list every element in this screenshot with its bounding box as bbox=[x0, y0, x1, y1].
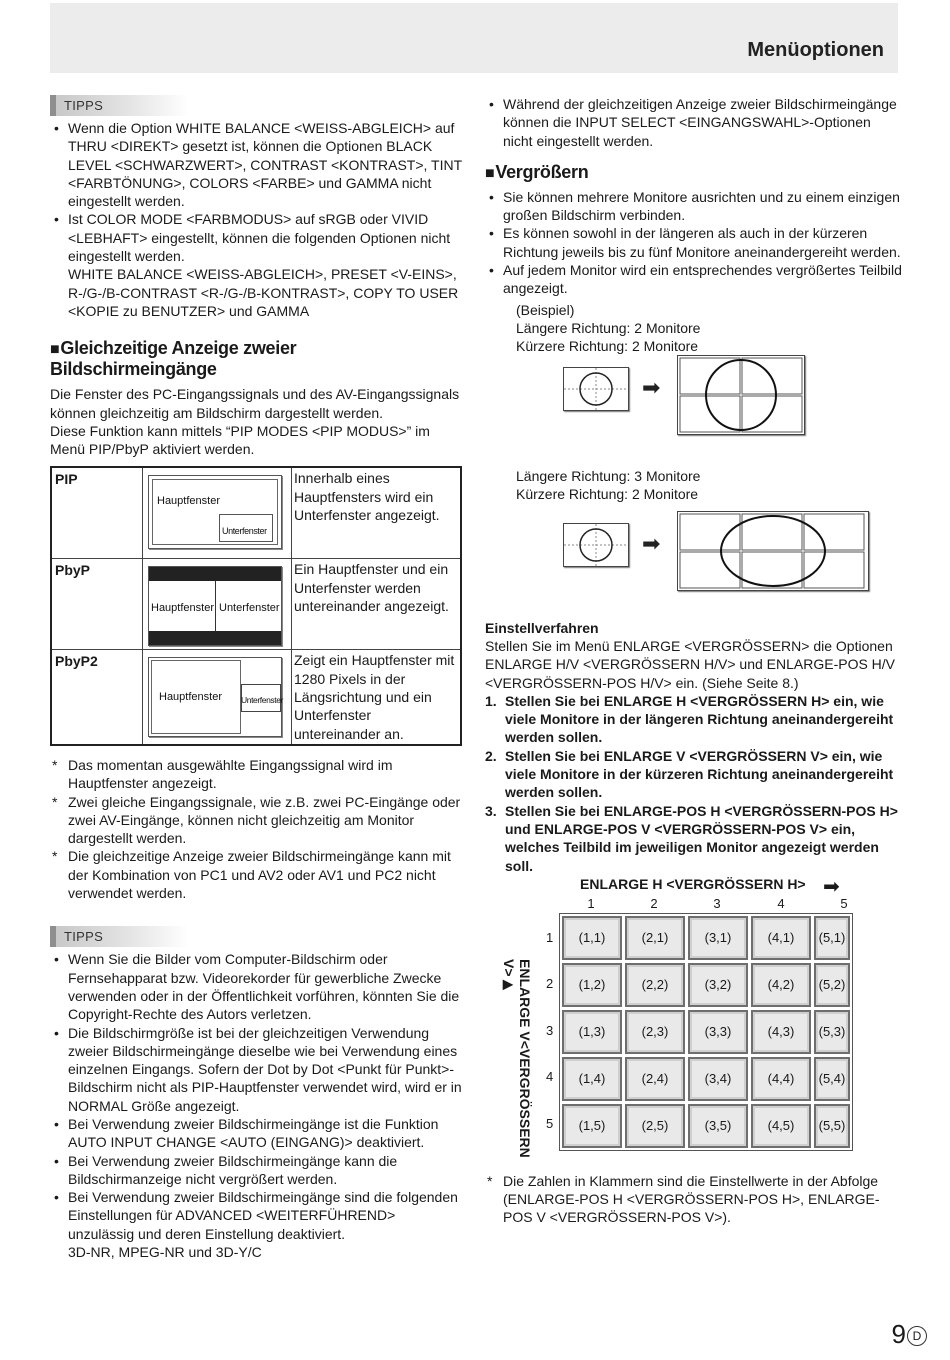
example-line: Kürzere Richtung: 2 Monitore bbox=[516, 337, 699, 354]
page-number-value: 9 bbox=[891, 1319, 906, 1349]
mode-cell: PbyP bbox=[51, 559, 143, 650]
grid-cell: (2,1) bbox=[625, 916, 685, 960]
grid-cell: (4,4) bbox=[751, 1057, 811, 1101]
example-label: (Beispiel) bbox=[516, 301, 575, 318]
column-number: 3 bbox=[713, 895, 721, 911]
steps-list bbox=[485, 692, 903, 875]
grid-cell: (3,5) bbox=[688, 1104, 748, 1148]
row-number: 5 bbox=[546, 1115, 554, 1131]
grid-box bbox=[559, 913, 853, 1151]
grid-cell: (5,1) bbox=[814, 916, 850, 960]
list-item-text: Ist COLOR MODE <FARBMODUS> auf sRGB oder VIVID <LEBHAFT> eingestellt, können die folgenden Optionen nicht eingestellt werden. bbox=[68, 211, 451, 265]
right-arrow-icon: ➡ bbox=[823, 875, 840, 898]
tips-label: TIPPS bbox=[50, 95, 189, 116]
mode-cell: PIP bbox=[51, 467, 143, 559]
circle-image-icon bbox=[564, 368, 628, 410]
table-row bbox=[51, 467, 461, 559]
example-line: Längere Richtung: 2 Monitore bbox=[516, 319, 701, 336]
tips-label: TIPPS bbox=[50, 926, 189, 947]
page-title: Menüoptionen bbox=[747, 39, 884, 61]
vertical-label-line: ENLARGE V bbox=[517, 958, 533, 1041]
list-item-subtext: WHITE BALANCE <WEISS-ABGLEICH>, PRESET <V-EINS>, R-/G-/B-CONTRAST <R-/G-/B-KONTRAST>, COPY TO USER <KOPIE zu BENUTZER> und GAMMA bbox=[68, 266, 459, 319]
column-number: 2 bbox=[650, 895, 658, 911]
step-item bbox=[485, 692, 903, 747]
list-item: • Auf jedem Monitor wird ein entsprechendes vergrößertes Teilbild angezeigt. bbox=[485, 261, 903, 298]
single-monitor bbox=[563, 367, 629, 411]
footnote: * Die Zahlen in Klammern sind die Einstellwerte in der Abfolge (ENLARGE-POS H <VERGRÖSSERN-POS H>, ENLARGE-POS V <VERGRÖSSERN-POS V>). bbox=[485, 1172, 903, 1227]
grid-cell: (2,2) bbox=[625, 963, 685, 1007]
vertical-axis-label bbox=[501, 959, 533, 1160]
monitor-wall-3x2 bbox=[677, 511, 869, 591]
section-heading bbox=[485, 162, 903, 183]
row-number: 3 bbox=[546, 1022, 554, 1038]
paragraph: Die Fenster des PC-Eingangssignals und des AV-Eingangssignals können gleichzeitig am Bildschirm dargestellt werden. bbox=[50, 386, 460, 421]
example-figure-3x2 bbox=[485, 511, 903, 611]
grid-cell: (1,2) bbox=[562, 963, 622, 1007]
sub-window-label: Unterfenster bbox=[222, 526, 267, 537]
down-arrow-icon: ▶ bbox=[501, 976, 517, 993]
language-badge: D bbox=[907, 1326, 927, 1346]
black-bar bbox=[149, 631, 281, 645]
list-item: • Die Bildschirmgröße ist bei der gleichzeitigen Verwendung zweier Bildschirmeingänge dieselbe wie bei Verwendung eines einzelnen Eingangs. Sofern der Dot by Dot <Punkt für Punkt>-Bildschirm nicht als PIP-Hauptfenster verwendet wird, wird er in NORMAL Größe angezeigt. bbox=[50, 1024, 464, 1115]
grid-cell: (2,3) bbox=[625, 1010, 685, 1054]
row-number: 2 bbox=[546, 975, 554, 991]
monitor-wall-2x2 bbox=[677, 355, 805, 435]
list-item: • Sie können mehrere Monitore ausrichten und zu einem einzigen großen Bildschirm verbinden. bbox=[485, 188, 903, 225]
table-row bbox=[51, 559, 461, 650]
list-item bbox=[50, 1188, 464, 1261]
divider bbox=[215, 581, 216, 631]
pip-mode-table bbox=[50, 466, 462, 745]
enlarged-circle-icon bbox=[678, 356, 804, 434]
column-number: 1 bbox=[587, 895, 595, 911]
grid-cell: (5,4) bbox=[814, 1057, 850, 1101]
step-number: 2. bbox=[485, 747, 497, 764]
grid-cell: (4,3) bbox=[751, 1010, 811, 1054]
screen bbox=[148, 566, 282, 646]
grid-cell: (5,5) bbox=[814, 1104, 850, 1148]
sub-window bbox=[219, 514, 273, 542]
description-cell: Ein Hauptfenster und ein Unterfenster werden untereinander angezeigt. bbox=[292, 559, 462, 650]
square-bullet: ■ bbox=[485, 164, 495, 182]
enlarge-list bbox=[485, 188, 903, 298]
right-column bbox=[485, 95, 903, 1227]
list-item-text: Bei Verwendung zweier Bildschirmeingänge sind die folgenden Einstellungen für ADVANCED <WEITERFÜHREND> unzulässig und deren Einstellung deaktiviert. bbox=[68, 1189, 458, 1242]
left-column bbox=[50, 95, 464, 1261]
column-number: 4 bbox=[777, 895, 785, 911]
sub-window-label: Unterfenster bbox=[219, 602, 280, 615]
enlarge-position-grid bbox=[485, 875, 903, 1160]
example-line: Längere Richtung: 3 Monitore bbox=[516, 467, 701, 484]
list-item: • Während der gleichzeitigen Anzeige zweier Bildschirmeingänge können die INPUT SELECT <EINGANGSWAHL>-Optionen nicht eingestellt werden. bbox=[485, 95, 903, 150]
example-line: Kürzere Richtung: 2 Monitore bbox=[516, 485, 699, 502]
single-monitor bbox=[563, 523, 629, 567]
tips-list bbox=[50, 119, 464, 320]
square-bullet: ■ bbox=[50, 341, 60, 359]
grid-cell: (4,5) bbox=[751, 1104, 811, 1148]
step-item bbox=[485, 747, 903, 802]
note-item: * Das momentan ausgewählte Eingangssignal wird im Hauptfenster angezeigt. bbox=[50, 756, 464, 793]
black-bar bbox=[149, 567, 281, 581]
circle-image-icon bbox=[564, 524, 628, 566]
procedure-text: Stellen Sie im Menü ENLARGE <VERGRÖSSERN> die Optionen ENLARGE H/V <VERGRÖSSERN H/V> und ENLARGE-POS H/V <VERGRÖSSERN-POS H/V> ein. (Siehe Seite 8.) bbox=[485, 637, 896, 691]
grid-cell: (3,3) bbox=[688, 1010, 748, 1054]
pbyp2-diagram bbox=[143, 650, 292, 745]
grid-cell: (4,1) bbox=[751, 916, 811, 960]
right-arrow-icon: ➡ bbox=[642, 530, 661, 556]
step-text: Stellen Sie bei ENLARGE V <VERGRÖSSERN V> ein, wie viele Monitore in der kürzeren Richtung aneinandergereiht werden sollen. bbox=[505, 747, 894, 801]
list-item bbox=[50, 210, 464, 320]
description-cell: Innerhalb eines Hauptfensters wird ein Unterfenster angezeigt. bbox=[292, 467, 462, 559]
paragraph: Diese Funktion kann mittels “PIP MODES <PIP MODUS>” im Menü PIP/PbyP aktiviert werden. bbox=[50, 422, 430, 458]
page-header bbox=[50, 3, 898, 73]
table-row bbox=[51, 650, 461, 745]
enlarged-ellipse-icon bbox=[678, 512, 868, 590]
section-title: Vergrößern bbox=[495, 161, 589, 182]
grid-cell: (3,1) bbox=[688, 916, 748, 960]
grid-cell: (5,3) bbox=[814, 1010, 850, 1054]
main-screen bbox=[148, 475, 282, 549]
notes-list bbox=[50, 756, 464, 902]
section-heading bbox=[50, 338, 464, 380]
mode-cell: PbyP2 bbox=[51, 650, 143, 745]
main-window-label: Hauptfenster bbox=[151, 602, 214, 615]
right-arrow-icon: ➡ bbox=[642, 374, 661, 400]
section-title: Gleichzeitige Anzeige zweier Bildschirmeingänge bbox=[50, 338, 297, 380]
step-item bbox=[485, 802, 903, 875]
step-number: 3. bbox=[485, 802, 497, 819]
grid-title: ENLARGE H <VERGRÖSSERN H> bbox=[580, 875, 806, 892]
footnote-list bbox=[485, 1172, 903, 1227]
grid-cell: (1,5) bbox=[562, 1104, 622, 1148]
row-number: 1 bbox=[546, 929, 554, 945]
note-item: * Die gleichzeitige Anzeige zweier Bildschirmeingänge kann mit der Kombination von PC1 und AV2 oder AV1 und PC2 nicht verwendet werden. bbox=[50, 847, 464, 902]
main-window-label: Hauptfenster bbox=[159, 691, 222, 704]
example-figure-2x2 bbox=[485, 355, 903, 455]
grid-cell: (3,2) bbox=[688, 963, 748, 1007]
step-text: Stellen Sie bei ENLARGE-POS H <VERGRÖSSERN-POS H> und ENLARGE-POS V <VERGRÖSSERN-POS V> ein, welches Teilbild im jeweiligen Monitor angezeigt werden soll. bbox=[505, 802, 898, 874]
screen bbox=[148, 657, 282, 737]
example-block bbox=[516, 301, 903, 355]
grid-cell: (3,4) bbox=[688, 1057, 748, 1101]
grid-cell: (1,1) bbox=[562, 916, 622, 960]
list-item: • Wenn Sie die Bilder vom Computer-Bildschirm oder Fernsehapparat bzw. Videorekorder für gewerbliche Zwecke verwenden oder in der Öffentlichkeit vorführen, könnten Sie die Copyright-Rechte des Autors verletzen. bbox=[50, 950, 464, 1023]
grid-cell: (1,4) bbox=[562, 1057, 622, 1101]
row-number: 4 bbox=[546, 1068, 554, 1084]
note-list bbox=[485, 95, 903, 150]
list-item: • Bei Verwendung zweier Bildschirmeingänge ist die Funktion AUTO INPUT CHANGE <AUTO (EINGANG)> deaktiviert. bbox=[50, 1115, 464, 1152]
grid-cell: (2,4) bbox=[625, 1057, 685, 1101]
description-cell: Zeigt ein Hauptfenster mit 1280 Pixels in der Längsrichtung und ein Unterfenster untereinander an. bbox=[292, 650, 462, 745]
step-number: 1. bbox=[485, 692, 497, 709]
grid-cell: (2,5) bbox=[625, 1104, 685, 1148]
example-block bbox=[516, 467, 903, 503]
vertical-label-line: <VERGRÖSSERN V> bbox=[501, 958, 533, 1158]
note-item: * Zwei gleiche Eingangssignale, wie z.B. zwei PC-Eingänge oder zwei AV-Eingänge, können nicht gleichzeitig am Monitor dargestellt werden. bbox=[50, 793, 464, 848]
list-item: • Bei Verwendung zweier Bildschirmeingänge kann die Bildschirmanzeige nicht vergrößert werden. bbox=[50, 1152, 464, 1189]
grid-cell: (5,2) bbox=[814, 963, 850, 1007]
pbyp-diagram bbox=[143, 559, 292, 650]
column-number: 5 bbox=[840, 895, 848, 911]
list-item: • Es können sowohl in der längeren als auch in der kürzeren Richtung jeweils bis zu fünf Monitore aneinandergereiht werden. bbox=[485, 224, 903, 261]
step-text: Stellen Sie bei ENLARGE H <VERGRÖSSERN H> ein, wie viele Monitore in der längeren Richtung aneinandergereiht werden sollen. bbox=[505, 692, 894, 746]
grid-cell: (4,2) bbox=[751, 963, 811, 1007]
page-number bbox=[892, 1319, 927, 1350]
list-item-subtext: 3D-NR, MPEG-NR und 3D-Y/C bbox=[68, 1244, 262, 1261]
grid-cell: (1,3) bbox=[562, 1010, 622, 1054]
procedure-title: Einstellverfahren bbox=[485, 619, 599, 636]
tips-list bbox=[50, 950, 464, 1261]
list-item: • Wenn die Option WHITE BALANCE <WEISS-ABGLEICH> auf THRU <DIREKT> gesetzt ist, können die Optionen BLACK LEVEL <SCHWARZWERT>, CONTRAST <KONTRAST>, TINT <FARBTÖNUNG>, COLORS <FARBE> und GAMMA nicht eingestellt werden. bbox=[50, 119, 464, 210]
pip-diagram bbox=[143, 467, 292, 559]
main-window-label: Hauptfenster bbox=[157, 495, 220, 508]
sub-window-label: Unterfenster bbox=[241, 695, 283, 706]
